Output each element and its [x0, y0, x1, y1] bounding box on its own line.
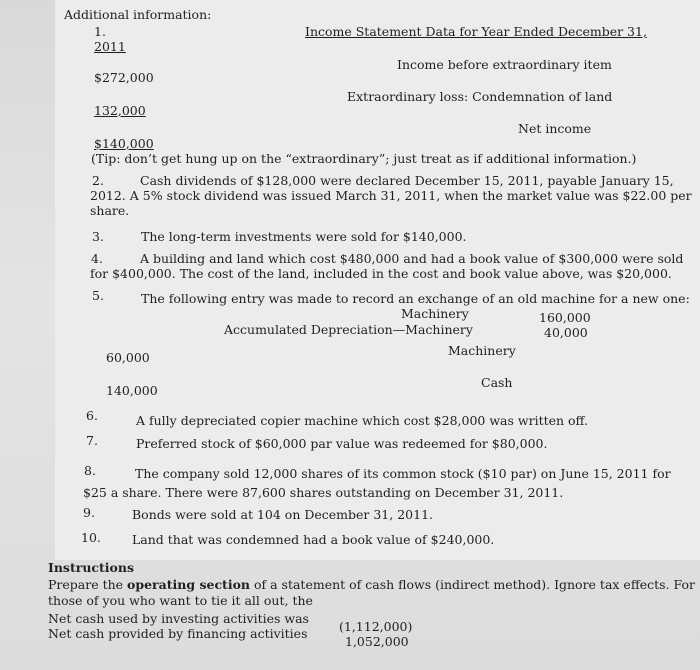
item-7-text: Preferred stock of $60,000 par value was redeemed for $80,000. — [136, 436, 548, 451]
item-6-text: A fully depreciated copier machine which cost $28,000 was written off. — [136, 413, 588, 428]
instructions-heading: Instructions — [48, 560, 135, 575]
item-number-3: 3. — [92, 229, 104, 244]
financing-value: 1,052,000 — [345, 634, 409, 649]
investing-label: Net cash used by investing activities was — [48, 611, 309, 626]
extraordinary-loss-label: Extraordinary loss: Condemnation of land — [347, 89, 613, 104]
item-number-4: 4. — [91, 251, 103, 266]
net-income-label: Net income — [518, 121, 592, 136]
income-before-value: $272,000 — [94, 70, 154, 85]
item-5-text: The following entry was made to record an exchange of an old machine for a new one: — [141, 291, 690, 306]
instructions-text-pre: Prepare the — [48, 577, 128, 592]
income-statement-title: Income Statement Data for Year Ended December 31, — [305, 24, 647, 39]
journal-machinery-credit-amount: 60,000 — [106, 350, 150, 365]
income-before-label: Income before extraordinary item — [397, 57, 612, 72]
item-number-6: 6. — [86, 408, 98, 423]
journal-accumulated-depreciation-amount: 40,000 — [544, 325, 588, 340]
item-2-line-3: share. — [90, 203, 130, 218]
journal-accumulated-depreciation: Accumulated Depreciation—Machinery — [224, 322, 473, 337]
instructions-text-bold: operating section — [127, 577, 250, 592]
item-3-text: The long-term investments were sold for $140,000. — [141, 229, 467, 244]
item-8-line-1: The company sold 12,000 shares of its common stock ($10 par) on June 15, 2011 for — [135, 466, 671, 481]
instructions-line-2: those of you who want to tie it all out, the — [48, 593, 313, 608]
item-number-10: 10. — [81, 530, 101, 545]
item-2-line-1: Cash dividends of $128,000 were declared December 15, 2011, payable January 15, — [140, 173, 674, 188]
journal-cash-credit: Cash — [481, 375, 513, 390]
financing-label: Net cash provided by financing activities — [48, 626, 308, 641]
additional-info-heading: Additional information: — [64, 7, 212, 22]
item-10-text: Land that was condemned had a book value of $240,000. — [132, 532, 495, 547]
item-number-7: 7. — [86, 433, 98, 448]
item-2-line-2: 2012. A 5% stock dividend was issued March 31, 2011, when the market value was $22.00 per — [90, 188, 692, 203]
item-9-text: Bonds were sold at 104 on December 31, 2011. — [132, 507, 433, 522]
net-income-value: $140,000 — [94, 136, 154, 151]
journal-machinery-debit-amount: 160,000 — [539, 310, 591, 325]
instructions-line-1 — [48, 577, 695, 592]
investing-value: (1,112,000) — [339, 619, 413, 634]
journal-machinery-credit: Machinery — [448, 343, 516, 358]
journal-machinery-debit: Machinery — [401, 306, 469, 321]
item-number-5: 5. — [92, 288, 104, 303]
extraordinary-loss-value: 132,000 — [94, 103, 146, 118]
item-4-line-2: for $400,000. The cost of the land, included in the cost and book value above, was $20,000. — [90, 266, 672, 281]
statement-year: 2011 — [94, 39, 126, 54]
item-number-1: 1. — [94, 24, 106, 39]
journal-cash-credit-amount: 140,000 — [106, 383, 158, 398]
item-number-8: 8. — [84, 463, 96, 478]
instructions-text-post: of a statement of cash flows (indirect method). Ignore tax effects. For — [250, 577, 695, 592]
item-number-9: 9. — [83, 505, 95, 520]
item-number-2: 2. — [92, 173, 104, 188]
tip-note: (Tip: don’t get hung up on the “extraordinary”; just treat as if additional information.) — [91, 151, 637, 166]
item-8-line-2: $25 a share. There were 87,600 shares outstanding on December 31, 2011. — [83, 485, 564, 500]
item-4-line-1: A building and land which cost $480,000 and had a book value of $300,000 were sold — [140, 251, 684, 266]
